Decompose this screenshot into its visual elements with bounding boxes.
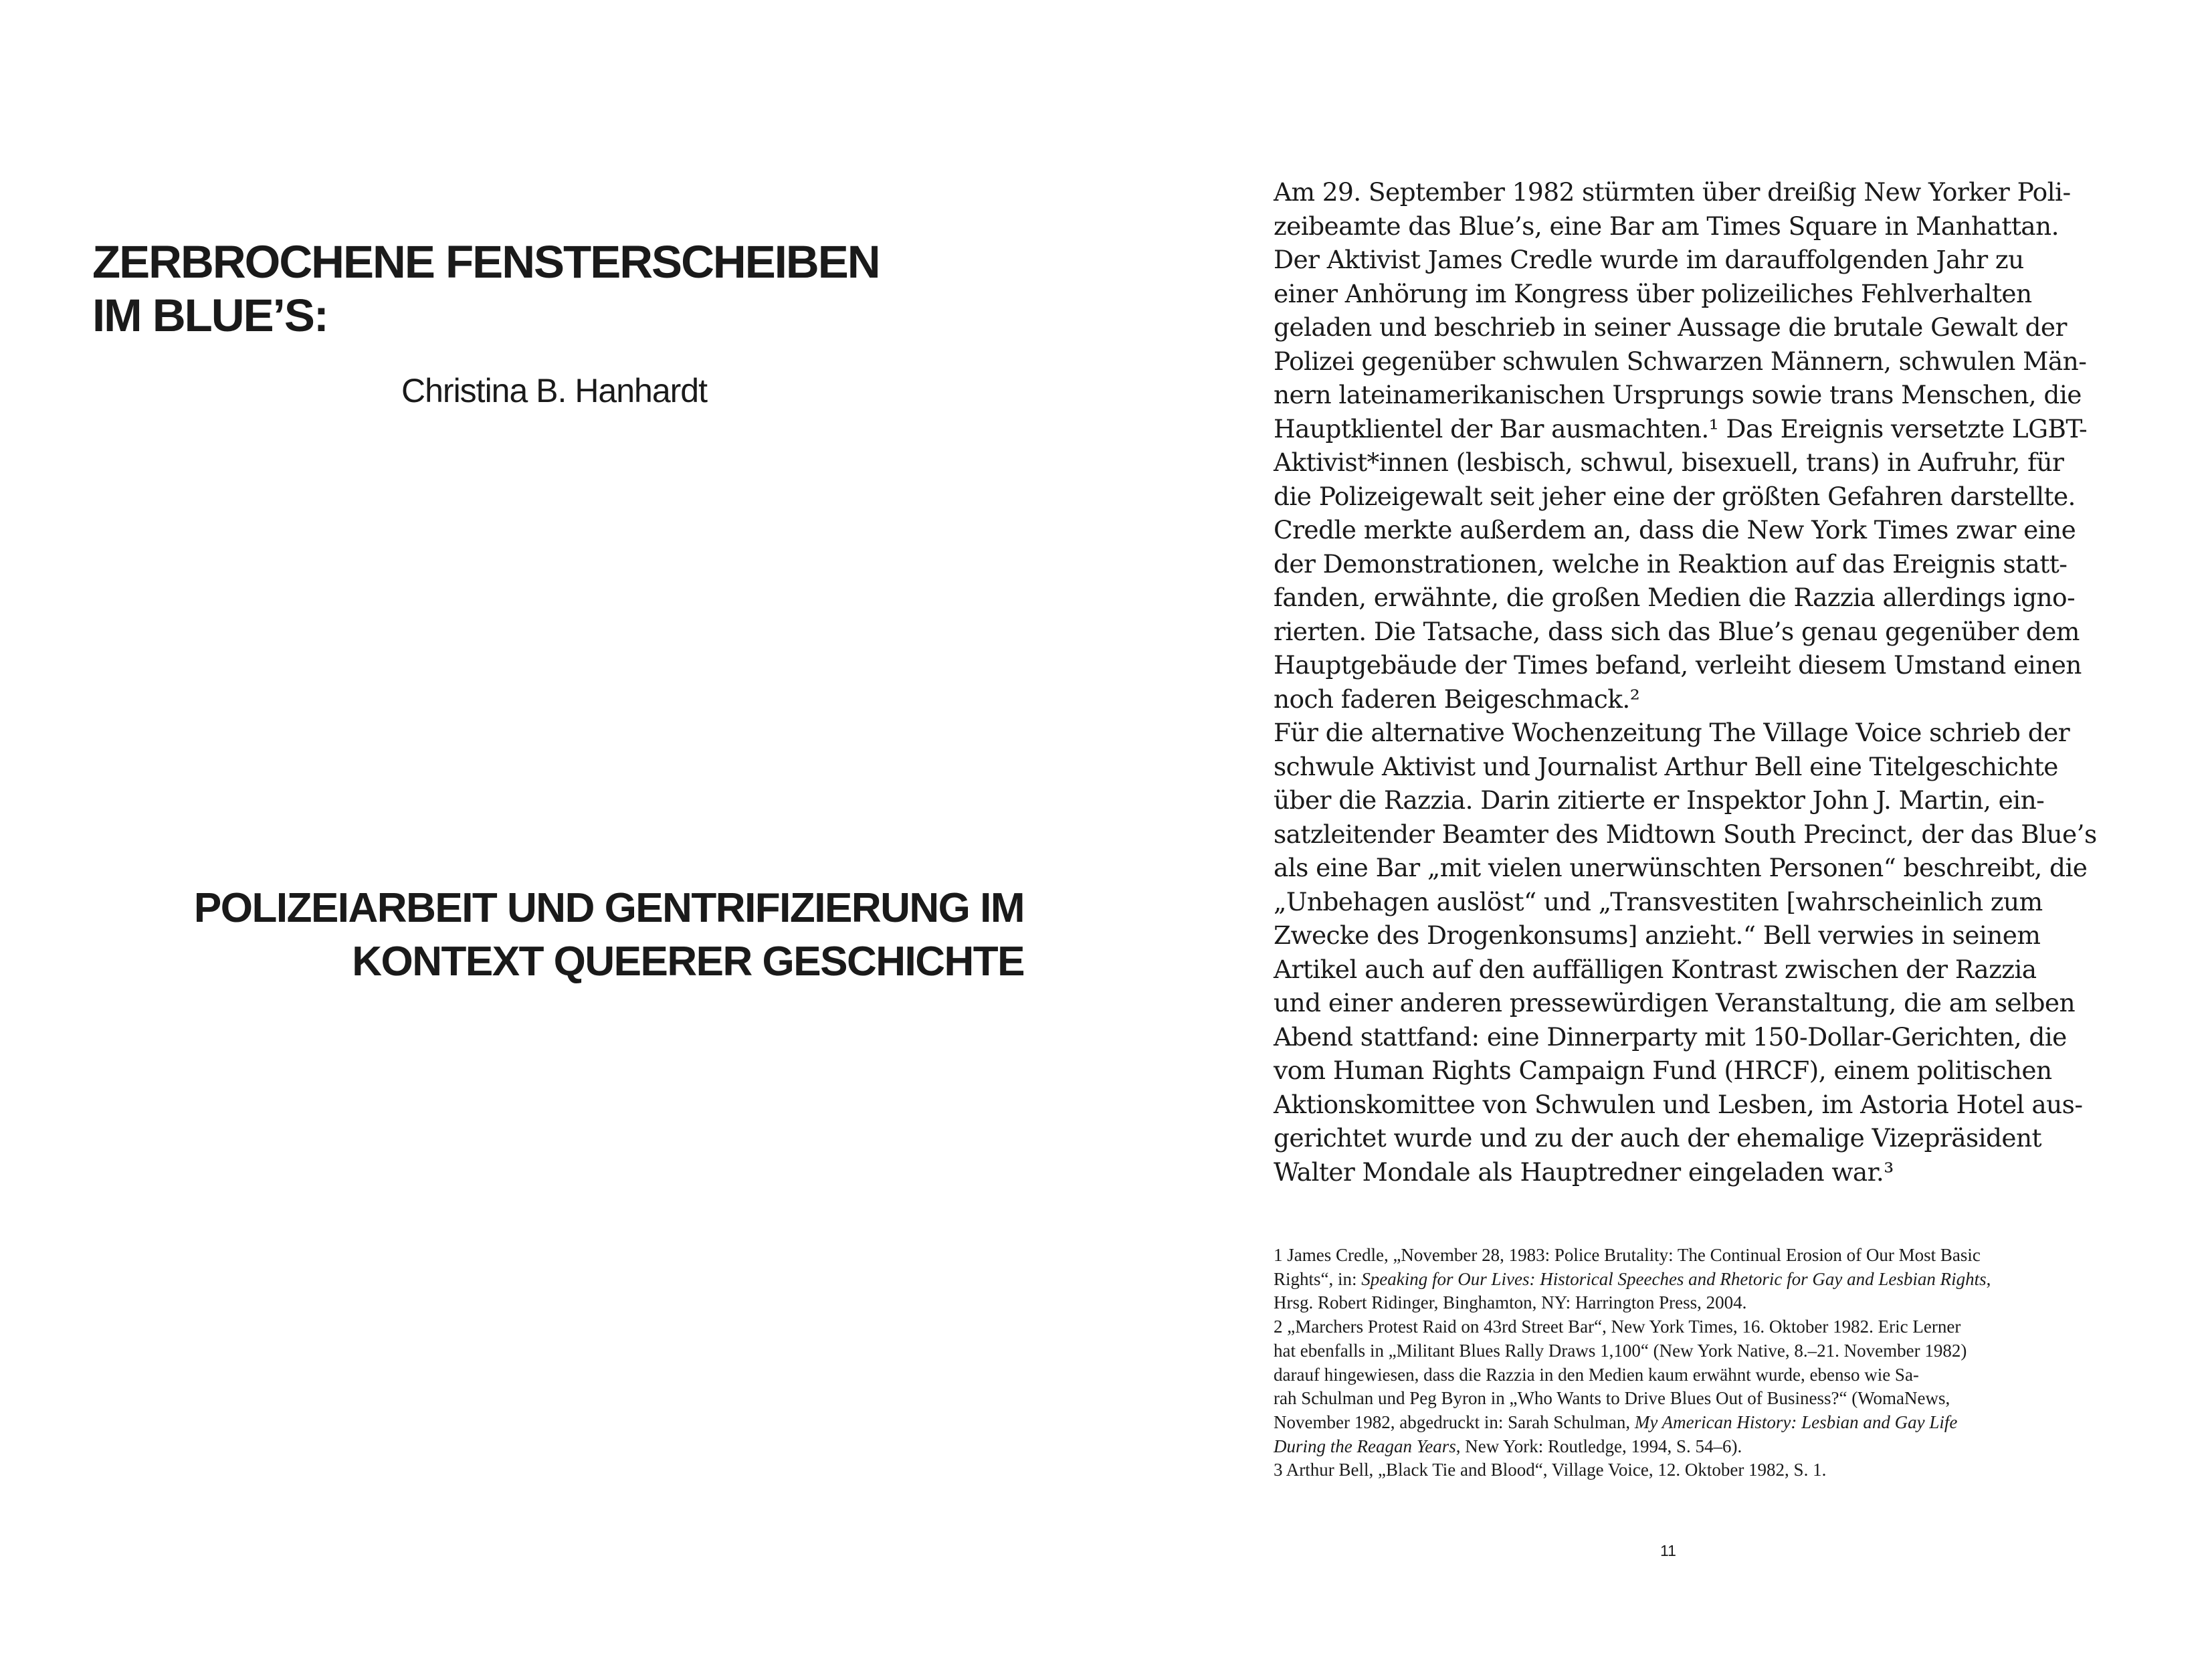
- chapter-subtitle-line-1: POLIZEIARBEIT UND GENTRIFIZIERUNG IM: [193, 885, 1024, 931]
- chapter-title-line-2: IM BLUE’S:: [92, 290, 328, 341]
- body-line: schwule Aktivist und Journalist Arthur Bell eine Titelgeschichte: [1274, 751, 2058, 781]
- body-line: rierten. Die Tatsache, dass sich das Blue’s genau gegenüber dem: [1274, 616, 2080, 646]
- footnote-3-line-1: 3 Arthur Bell, „Black Tie and Blood“, Village Voice, 12. Oktober 1982, S. 1.: [1274, 1460, 1827, 1480]
- body-line: Hauptgebäude der Times befand, verleiht diesem Umstand einen: [1274, 650, 2082, 680]
- body-line: als eine Bar „mit vielen unerwünschten Personen“ beschreibt, die: [1274, 853, 2088, 882]
- body-line: einer Anhörung im Kongress über polizeiliches Fehlverhalten: [1274, 278, 2032, 308]
- footnote-italic-title: Speaking for Our Lives: Historical Speeches and Rhetoric for Gay and Lesbian Rights: [1361, 1268, 1987, 1289]
- footnote-text: Rights“, in:: [1274, 1268, 1362, 1289]
- footnote-2-line-3: darauf hingewiesen, dass die Razzia in den Medien kaum erwähnt wurde, ebenso wie Sa-: [1274, 1364, 1919, 1385]
- footnote-1-line-3: Hrsg. Robert Ridinger, Binghamton, NY: Harrington Press, 2004.: [1274, 1292, 1747, 1313]
- body-text: [1274, 175, 2097, 1189]
- body-line: geladen und beschrieb in seiner Aussage die brutale Gewalt der: [1274, 312, 2067, 342]
- chapter-title-line-1: ZERBROCHENE FENSTERSCHEIBEN: [92, 236, 880, 288]
- body-line: fanden, erwähnte, die großen Medien die Razzia allerdings igno-: [1274, 583, 2076, 612]
- body-line: Artikel auch auf den auffälligen Kontrast zwischen der Razzia: [1274, 954, 2037, 984]
- chapter-subtitle-line-2: KONTEXT QUEERER GESCHICHTE: [352, 939, 1024, 985]
- footnote-2-line-2: hat ebenfalls in „Militant Blues Rally Draws 1,100“ (New York Native, 8.–21. November 1982): [1274, 1340, 1967, 1361]
- footnote-text: , New York: Routledge, 1994, S. 54–6).: [1455, 1436, 1742, 1456]
- body-line: Zwecke des Drogenkonsums] anzieht.“ Bell verwies in seinem: [1274, 920, 2041, 950]
- footnote-2-line-4: rah Schulman und Peg Byron in „Who Wants to Drive Blues Out of Business?“ (WomaNews,: [1274, 1388, 1950, 1409]
- footnote-2-line-5: [1274, 1411, 2076, 1435]
- chapter-subtitle: [54, 882, 1024, 989]
- body-line: nern lateinamerikanischen Ursprungs sowie trans Menschen, die: [1274, 380, 2082, 409]
- chapter-title: [92, 235, 962, 343]
- page-number: 11: [1660, 1542, 1676, 1559]
- footnote-1-line-2: [1274, 1268, 2076, 1292]
- body-line: noch faderen Beigeschmack.²: [1274, 684, 1640, 714]
- body-line: satzleitender Beamter des Midtown South Precinct, der das Blue’s: [1274, 819, 2097, 849]
- footnote-1-line-1: 1 James Credle, „November 28, 1983: Police Brutality: The Continual Erosion of Our Most Basic: [1274, 1245, 1981, 1265]
- footnote-text: ,: [1986, 1268, 1991, 1289]
- body-line: Abend stattfand: eine Dinnerparty mit 150-Dollar-Gerichten, die: [1274, 1021, 2067, 1052]
- body-line: Aktionskomittee von Schwulen und Lesben, im Astoria Hotel aus-: [1274, 1089, 2083, 1119]
- body-line: über die Razzia. Darin zitierte er Inspektor John J. Martin, ein-: [1274, 785, 2045, 815]
- body-line: Am 29. September 1982 stürmten über dreißig New Yorker Poli-: [1274, 177, 2071, 207]
- right-page: [1106, 0, 2212, 1659]
- body-line: zeibeamte das Blue’s, eine Bar am Times Square in Manhattan.: [1274, 211, 2059, 241]
- body-line: gerichtet wurde und zu der auch der ehemalige Vizepräsident: [1274, 1123, 2042, 1153]
- footnotes: [1274, 1244, 2076, 1482]
- footnote-2-line-1: 2 „Marchers Protest Raid on 43rd Street Bar“, New York Times, 16. Oktober 1982. Eric Lerner: [1274, 1316, 1961, 1337]
- footnote-italic-title: During the Reagan Years: [1274, 1436, 1456, 1456]
- body-line: Der Aktivist James Credle wurde im darauffolgenden Jahr zu: [1274, 245, 2024, 274]
- body-line: vom Human Rights Campaign Fund (HRCF), einem politischen: [1274, 1056, 2052, 1085]
- body-line: Für die alternative Wochenzeitung The Village Voice schrieb der: [1274, 718, 2070, 747]
- footnote-text: November 1982, abgedruckt in: Sarah Schulman,: [1274, 1411, 1635, 1432]
- footnote-2-line-6: [1274, 1435, 2076, 1459]
- body-line: Polizei gegenüber schwulen Schwarzen Männern, schwulen Män-: [1274, 346, 2087, 376]
- body-line: Walter Mondale als Hauptredner eingeladen war.³: [1274, 1157, 1894, 1187]
- body-line: Credle merkte außerdem an, dass die New York Times zwar eine: [1274, 515, 2076, 545]
- body-line: Hauptklientel der Bar ausmachten.¹ Das Ereignis versetzte LGBT-: [1274, 413, 2088, 444]
- body-line: Aktivist*innen (lesbisch, schwul, bisexuell, trans) in Aufruhr, für: [1274, 448, 2064, 477]
- body-line: „Unbehagen auslöst“ und „Transvestiten [wahrscheinlich zum: [1274, 886, 2043, 916]
- body-line: die Polizeigewalt seit jeher eine der größten Gefahren darstellte.: [1274, 481, 2076, 511]
- author-name: Christina B. Hanhardt: [401, 372, 708, 409]
- body-line: und einer anderen pressewürdigen Veranstaltung, die am selben: [1274, 988, 2076, 1017]
- body-line: der Demonstrationen, welche in Reaktion auf das Ereignis statt-: [1274, 549, 2068, 579]
- footnote-italic-title: My American History: Lesbian and Gay Life: [1634, 1411, 1958, 1432]
